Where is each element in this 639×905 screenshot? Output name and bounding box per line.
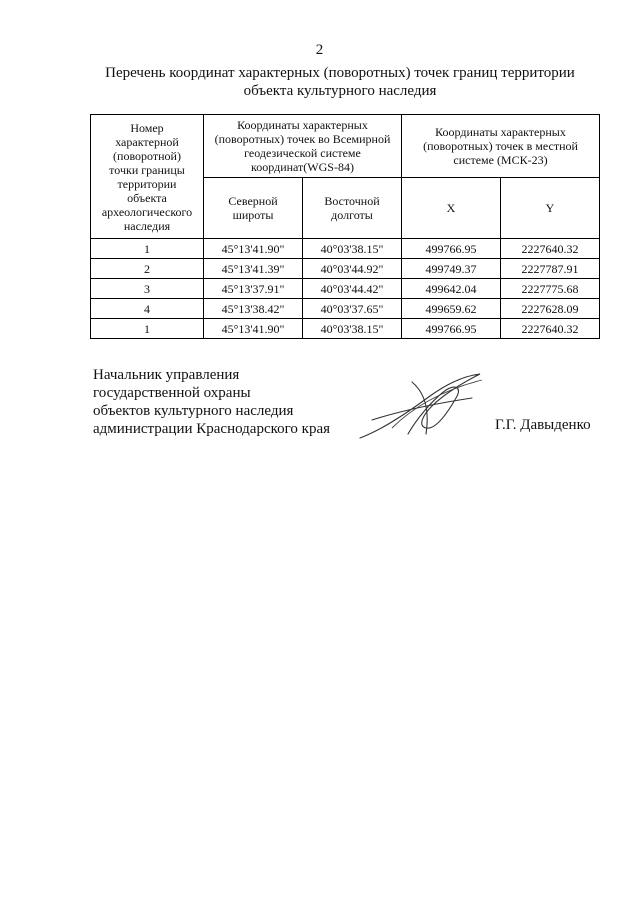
header-x: X (402, 178, 501, 239)
cell-longitude: 40°03'38.15" (303, 239, 402, 259)
cell-x: 499766.95 (402, 239, 501, 259)
cell-x: 499749.37 (402, 259, 501, 279)
cell-x: 499766.95 (402, 319, 501, 339)
cell-point: 1 (91, 239, 204, 259)
cell-y: 2227640.32 (501, 319, 600, 339)
cell-latitude: 45°13'41.90" (204, 239, 303, 259)
table-row (91, 319, 600, 339)
title-line-1: Перечень координат характерных (поворотных) точек границ территории (105, 65, 575, 81)
table-row (91, 299, 600, 319)
cell-y: 2227775.68 (501, 279, 600, 299)
cell-longitude: 40°03'38.15" (303, 319, 402, 339)
page-number: 2 (315, 42, 324, 58)
coordinates-table (90, 114, 600, 339)
cell-y: 2227787.91 (501, 259, 600, 279)
cell-latitude: 45°13'41.39" (204, 259, 303, 279)
cell-y: 2227628.09 (501, 299, 600, 319)
cell-point: 4 (91, 299, 204, 319)
header-y: Y (501, 178, 600, 239)
cell-longitude: 40°03'37.65" (303, 299, 402, 319)
table-row (91, 259, 600, 279)
position-line: администрации Краснодарского края (93, 421, 331, 437)
handwritten-signature (352, 368, 492, 448)
signatory-name: Г.Г. Давыденко (495, 417, 591, 433)
signatory-position (93, 366, 330, 438)
position-line: Начальник управления (93, 367, 240, 383)
title-line-2: объекта культурного наследия (243, 83, 437, 99)
cell-latitude: 45°13'38.42" (204, 299, 303, 319)
position-line: объектов культурного наследия (93, 403, 294, 419)
cell-x: 499659.62 (402, 299, 501, 319)
header-msk23: Координаты характерных (поворотных) точек в местной системе (МСК-23) (402, 115, 600, 178)
header-wgs84: Координаты характерных (поворотных) точек во Всемирной геодезической системе координат(WGS-84) (204, 115, 402, 178)
cell-latitude: 45°13'37.91" (204, 279, 303, 299)
cell-longitude: 40°03'44.92" (303, 259, 402, 279)
table-row (91, 239, 600, 259)
table-row (91, 279, 600, 299)
header-longitude: Восточной долготы (303, 178, 402, 239)
cell-point: 3 (91, 279, 204, 299)
header-point-number: Номер характерной (поворотной) точки границы территории объекта археологического наследия (91, 115, 204, 239)
position-line: государственной охраны (93, 385, 251, 401)
cell-point: 1 (91, 319, 204, 339)
cell-point: 2 (91, 259, 204, 279)
cell-longitude: 40°03'44.42" (303, 279, 402, 299)
cell-y: 2227640.32 (501, 239, 600, 259)
header-latitude: Северной широты (204, 178, 303, 239)
document-title (80, 64, 600, 100)
cell-x: 499642.04 (402, 279, 501, 299)
cell-latitude: 45°13'41.90" (204, 319, 303, 339)
